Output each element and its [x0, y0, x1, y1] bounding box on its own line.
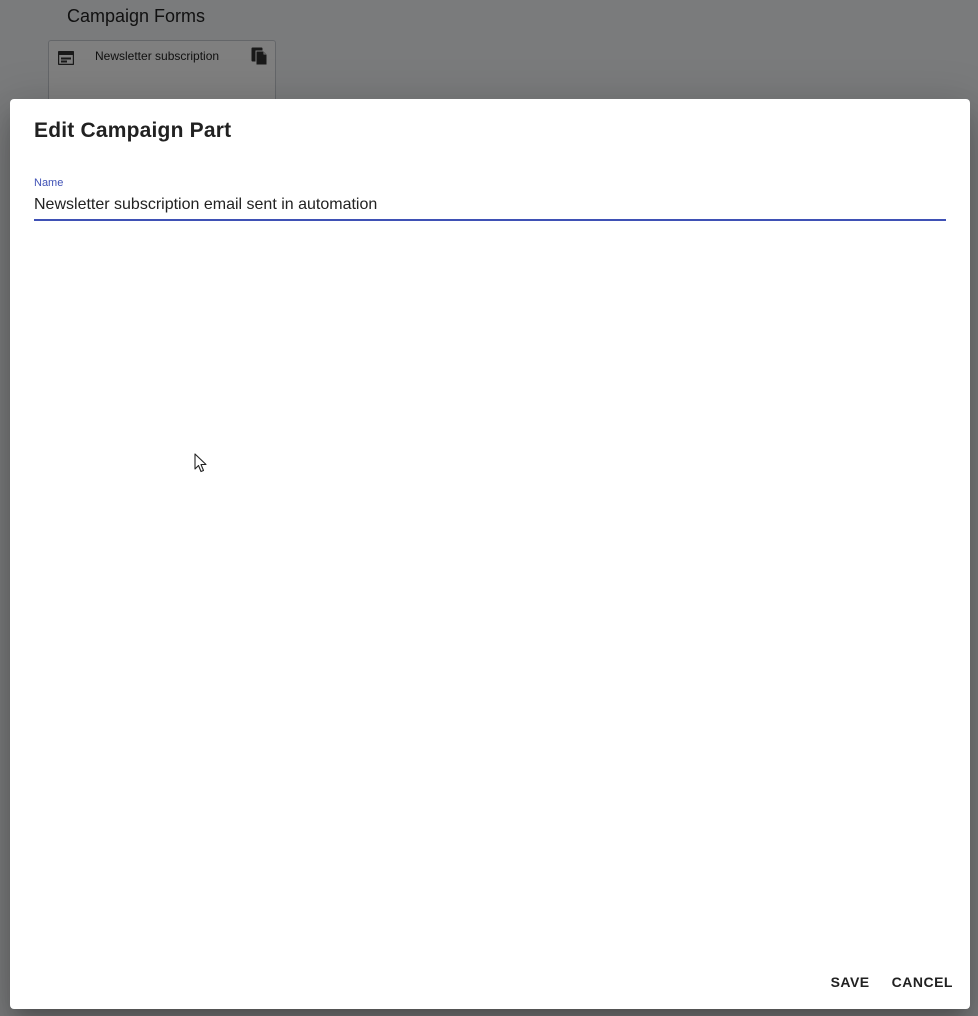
name-field-label: Name — [34, 177, 64, 189]
name-field — [34, 177, 946, 225]
name-input[interactable] — [34, 195, 946, 221]
dialog-actions — [822, 955, 970, 1009]
mouse-cursor-icon — [194, 453, 208, 473]
edit-campaign-part-dialog — [10, 99, 970, 1009]
save-button[interactable]: SAVE — [822, 966, 879, 998]
cancel-button[interactable]: CANCEL — [883, 966, 962, 998]
dialog-title: Edit Campaign Part — [34, 119, 232, 142]
